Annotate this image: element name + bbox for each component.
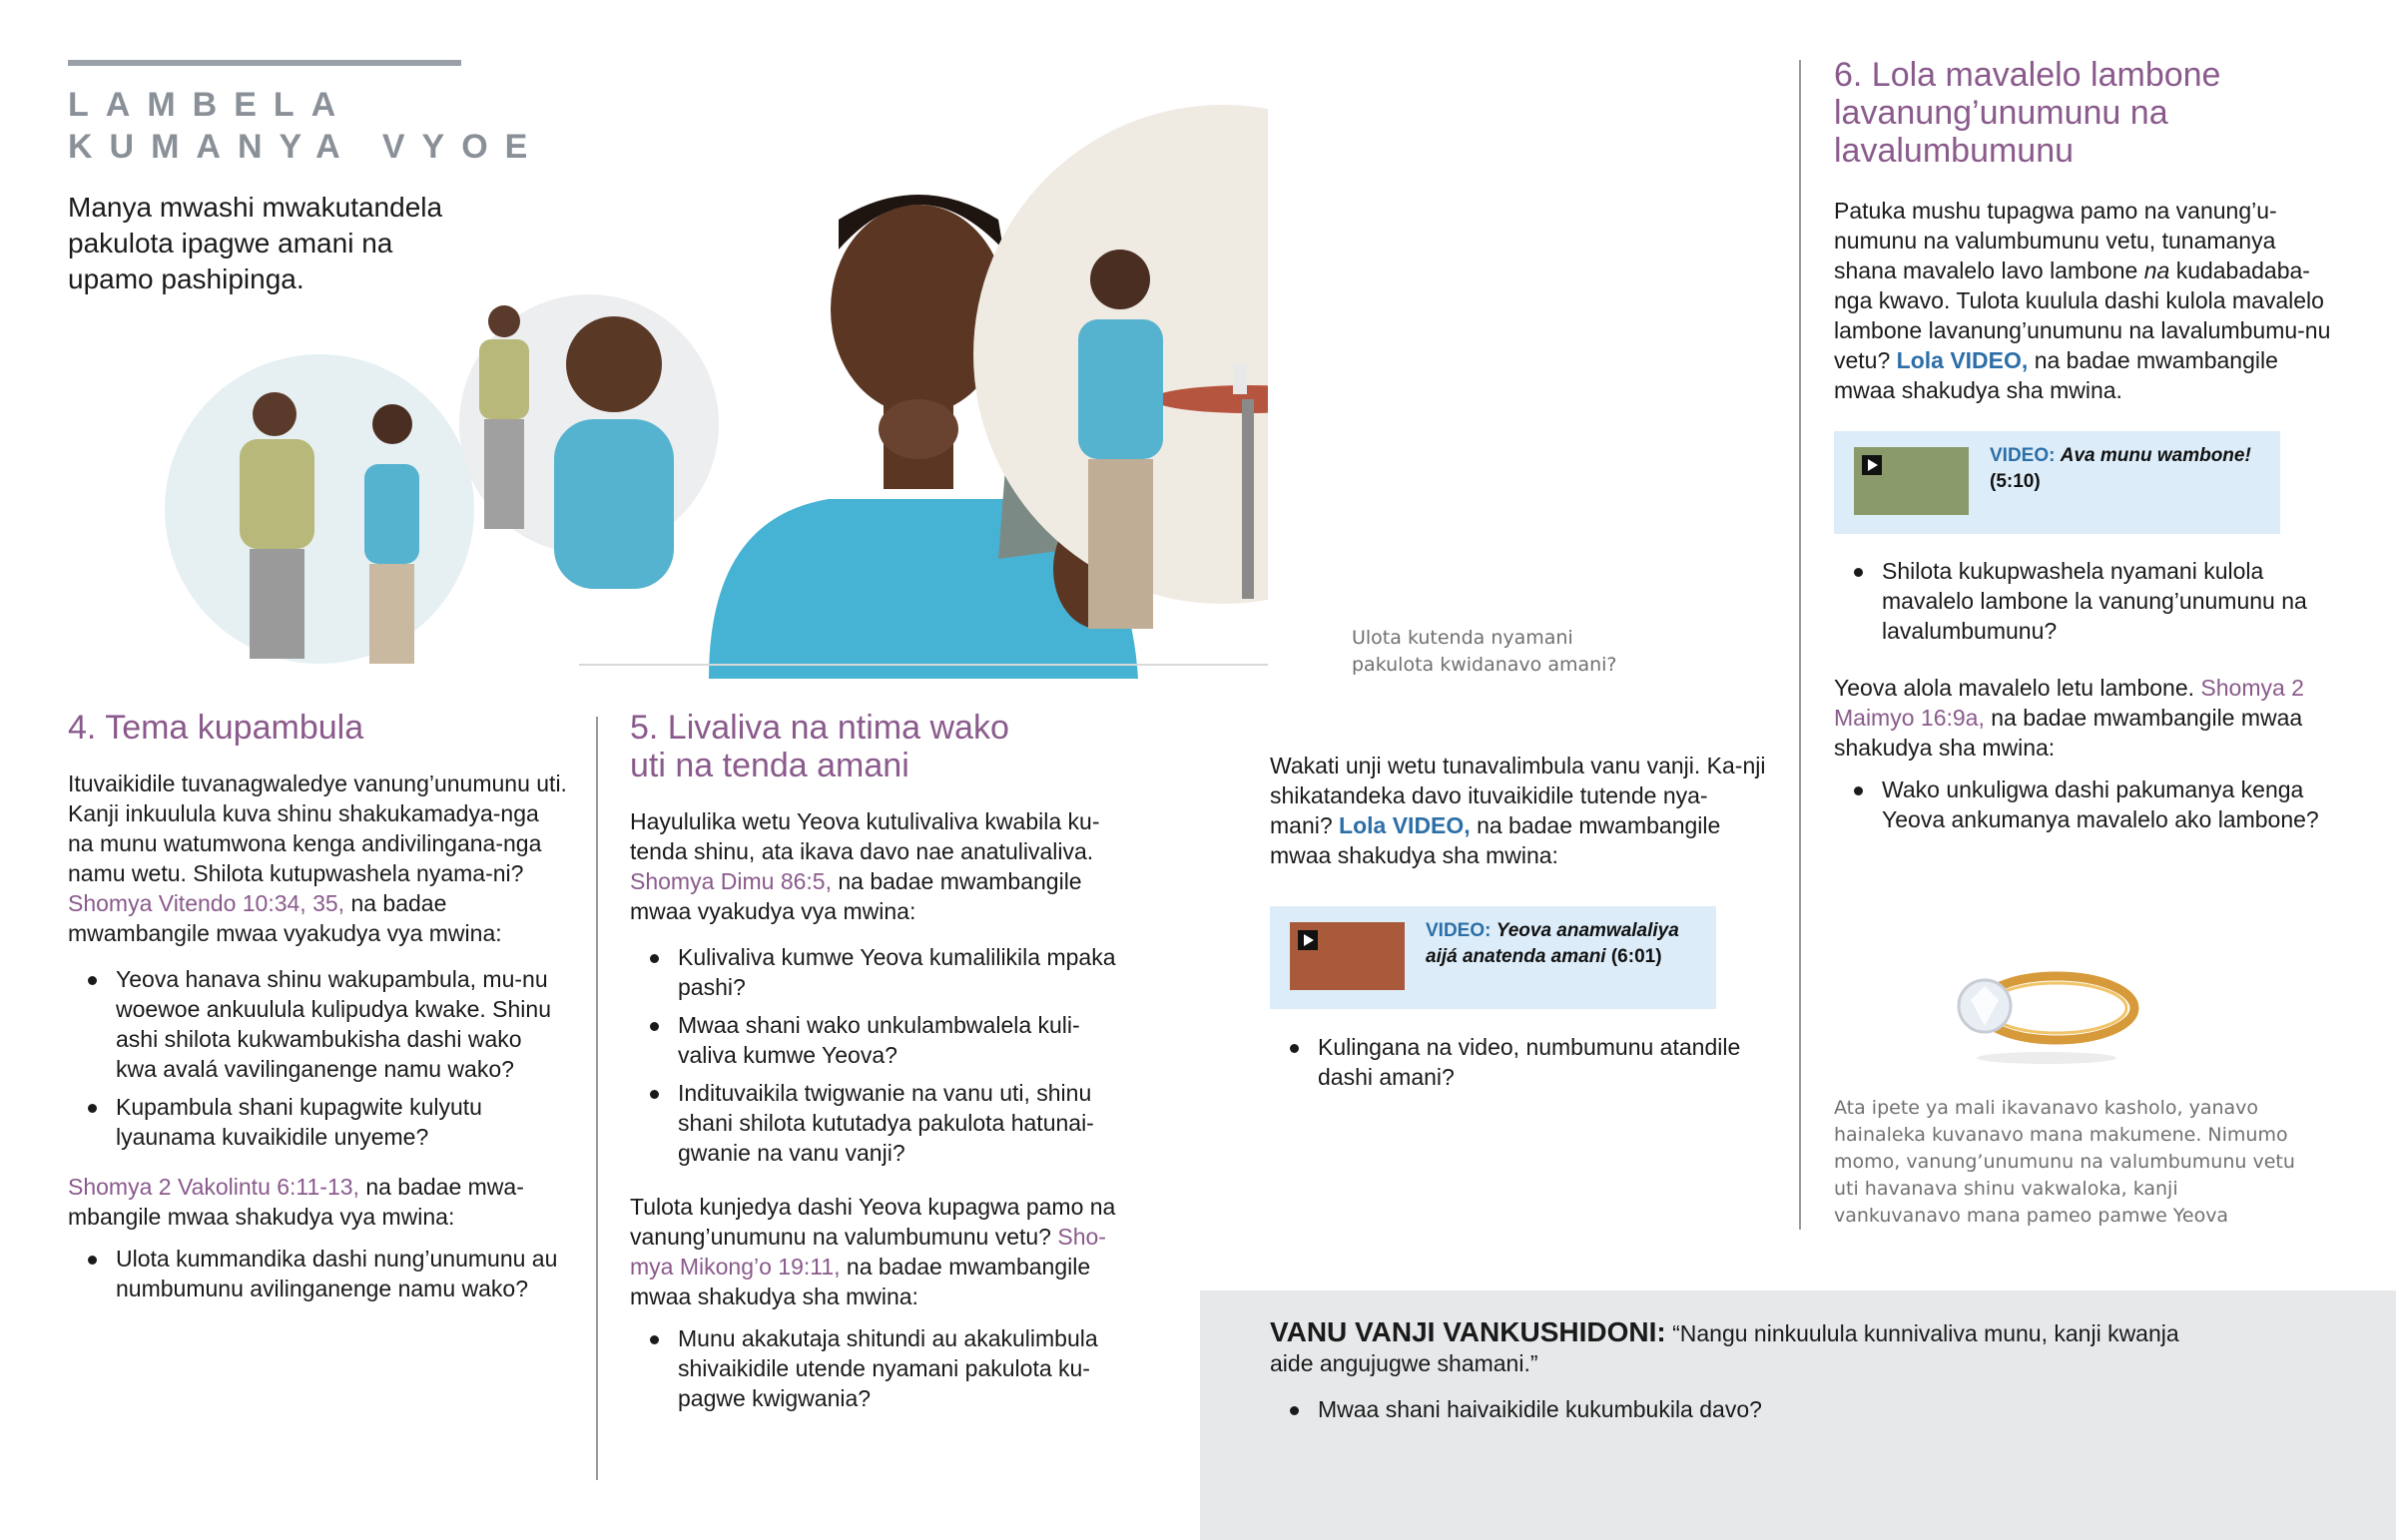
footer-quote-text: “Nangu ninkuulula kunnivaliva munu, kanji kwanja aide angujugwe shamani.” [1270,1320,2179,1376]
floor-shadow [579,664,1268,666]
video-duration: (6:01) [1610,946,1662,967]
video-thumbnail [1290,922,1405,990]
list-item: Mwaa shani haivaikidile kukumbukila davo? [1270,1394,2168,1424]
section-6-body-after-link: na badae mwambangile mwaa shakudya sha mwina. [1834,347,2278,403]
play-icon [1298,930,1318,950]
section-6-body-a: Patuka mushu tupagwa pamo na vanung’u-numunu na valumbumunu vetu, tunamanya shana mavalelo lavo lambone [1834,198,2277,283]
header-rule [68,60,461,66]
play-icon [1862,455,1882,475]
circle-bg-argument [165,354,474,664]
section-5-body [630,806,1129,926]
footer-questions [1270,1394,2168,1432]
page-title-line2: KUMANYA VYOE [68,128,545,166]
section-5-questions [630,942,1129,1168]
section-4-scripture-link-2[interactable]: Shomya 2 Vakolintu 6:11-13, [68,1174,359,1200]
section-5-heading [630,709,1129,784]
scene-illustration [150,100,1268,689]
section-6-body-b: kudabadaba-nga kwavo. Tulota kuulula dashi kulola mavalelo lambone lavanung’unumunu na lavalumbumu-nu vetu? [1834,257,2331,373]
section-4-questions-2 [68,1244,567,1303]
section-4-body-2 [68,1172,567,1232]
section-6-heading-line2: lavanung’unumunu na [1834,94,2168,132]
column-divider-2 [1799,60,1801,1230]
section-6-body [1834,196,2343,405]
video-label: VIDEO: [1426,920,1492,941]
video-card-middle[interactable] [1270,906,1716,1009]
list-item: Munu akakutaja shitundi au akakulimbula shivaikidile utende nyamani pakulota ku-pagwe kwigwania? [630,1323,1129,1413]
section-6-questions [1834,556,2313,654]
section-6-body-2-text: Yeova alola mavalelo letu lambone. [1834,675,2195,701]
footer-label: VANU VANJI VANKUSHIDONI: [1270,1316,1666,1347]
video-card-section-6[interactable] [1834,431,2280,534]
section-6-heading-line3: lavalumbumunu [1834,132,2075,170]
list-item: Indituvaikila twigwanie na vanu uti, shinu shani shilota kututadya pakulota hatunai-gwanie na vanu vanji? [630,1078,1129,1168]
middle-column [1270,751,1769,870]
section-5-heading-line1: 5. Livaliva na ntima wako [630,709,1009,747]
middle-body [1270,751,1769,870]
section-5-body-text: Hayululika wetu Yeova kutulivaliva kwabila ku-tenda shinu, ata ikava davo nae anatulivaliva. [630,808,1100,864]
section-4-questions [68,964,567,1152]
list-item: Mwaa shani wako unkulambwalela kuli-valiva kumwe Yeova? [630,1010,1129,1070]
section-4-body-text: Ituvaikidile tuvanagwaledye vanung’unumunu uti. Kanji inkuulula kuva shinu shakukamadya-nga na munu watumwona kenga andivilingana-nga namu wetu. Shilota kutupwashela nyama-ni? [68,770,567,886]
section-6-body-after-ref: na badae mwambangile mwaa shakudya sha mwina: [1834,705,2303,761]
video-duration: (5:10) [1990,471,2041,492]
list-item: Ulota kummandika dashi nung’unumunu au numbumunu avilinganenge namu wako? [68,1244,567,1303]
video-card-text [1990,443,2269,495]
middle-body-text: Wakati unji wetu tunavalimbula vanu vanji. Ka-nji shikatandeka davo ituvaikidile tutende nya-mani? [1270,753,1766,838]
list-item: Yeova hanava shinu wakupambula, mu-nu woewoe ankuulula kulipudya kwake. Shinu ashi shilota kukwambukisha dashi wako kwa avalá vavilinganenge namu wako? [68,964,567,1084]
section-5-scripture-link-1[interactable]: Shomya Dimu 86:5, [630,868,832,894]
video-card-text [1426,918,1705,970]
list-item: Kupambula shani kupagwite kulyutu lyaunama kuvaikidile unyeme? [68,1092,567,1152]
section-6-heading [1834,56,2343,170]
section-5 [630,709,1129,1421]
section-5-body-after-ref2: na badae mwambangile mwaa shakudya sha mwina: [630,1254,1091,1309]
table-caption: Ulota kutenda nyamani pakulota kwidanavo amani? [1352,627,1617,676]
section-4 [68,709,567,1311]
section-4-body [68,769,567,948]
video-title: Yeova anamwalaliya aijá anatenda amani [1426,920,1679,967]
section-6-heading-line1: 6. Lola mavalelo lambone [1834,56,2221,94]
section-6-scripture-link[interactable]: Shomya 2 Maimyo 16:9a, [1834,675,2304,731]
middle-video-link[interactable]: Lola VIDEO, [1339,812,1471,838]
section-5-questions-2 [630,1323,1129,1413]
upset-young-man-figure [554,316,674,589]
intro-text: Manya mwashi mwakutandela pakulota ipagwe amani na upamo pashipinga. [68,192,443,294]
ring-caption: Ata ipete ya mali ikavanavo kasholo, yanavo hainaleka kuvanavo mana makumene. Nimumo momo, vanung’unumunu na valumbumunu vetu uti havanava shinu vakwaloka, kanji vankuvanavo mana pameo pamwe Yeova [1834,1097,2295,1227]
column-divider-1 [596,717,598,1480]
section-5-body-2-text: Tulota kunjedya dashi Yeova kupagwa pamo na vanung’unumunu na valumbumunu vetu? [630,1194,1116,1250]
video-label: VIDEO: [1990,445,2056,466]
list-item: Kulingana na video, numbumunu atandile dashi amani? [1270,1032,1769,1092]
list-item: Wako unkuligwa dashi pakumanya kenga Yeova ankumanya mavalelo ako lambone? [1834,774,2333,834]
section-4-scripture-link-1[interactable]: Shomya Vitendo 10:34, 35, [68,890,345,916]
list-item: Kulivaliva kumwe Yeova kumalilikila mpaka pashi? [630,942,1129,1002]
middle-questions [1270,1032,1769,1100]
section-6-video-link[interactable]: Lola VIDEO, [1896,347,2029,373]
section-5-body-after-ref1: na badae mwambangile mwaa vyakudya vya mwina: [630,868,1082,924]
list-item: Shilota kukupwashela nyamani kulola mavalelo lambone la vanung’unumunu na lavalumbumunu? [1834,556,2313,646]
page-title-line1: LAMBELA [68,86,353,124]
section-5-scripture-link-2[interactable]: Sho-mya Mikong’o 19:11, [630,1224,1106,1280]
section-5-heading-line2: uti na tenda amani [630,747,909,784]
section-4-body-after-ref2: na badae mwa-mbangile mwaa shakudya vya mwina: [68,1174,524,1230]
footer-quote [1270,1317,2228,1378]
section-4-heading: 4. Tema kupambula [68,709,364,747]
section-6-body-na: na [2143,257,2170,283]
section-6 [1834,56,2343,405]
video-thumbnail [1854,447,1969,515]
section-4-body-after-ref1: na badae mwambangile mwaa vyakudya vya mwina: [68,890,502,946]
ring-illustration [1937,948,2146,1078]
section-5-body-2 [630,1192,1129,1311]
section-6-body-2 [1834,673,2333,763]
section-6-questions-2 [1834,774,2333,842]
video-title: Ava munu wambone! [2060,445,2251,466]
middle-body-after-link: na badae mwambangile mwaa shakudya sha mwina: [1270,812,1721,868]
